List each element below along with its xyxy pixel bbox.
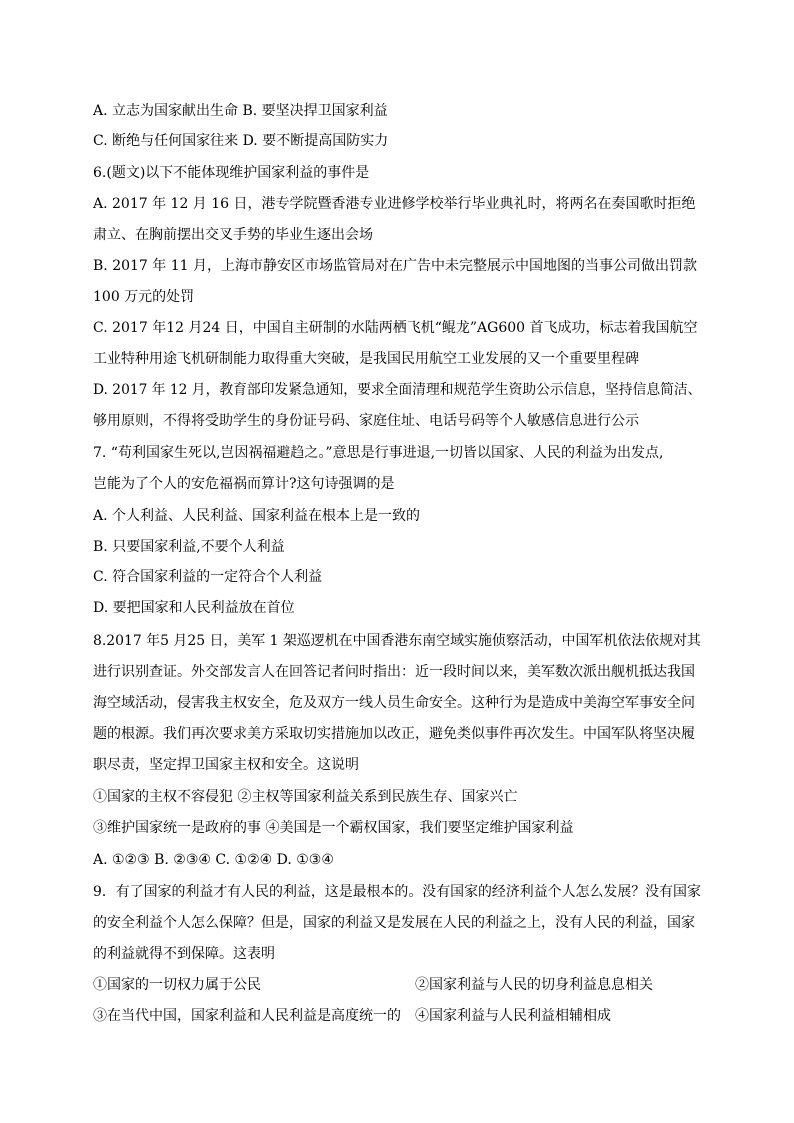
q5-options-ab: A. 立志为国家献出生命 B. 要坚决捍卫国家利益: [93, 103, 388, 119]
q8-stem-line5: 职尽责，坚定捍卫国家主权和安全。这说明: [93, 757, 359, 773]
q7-stem-line2: 岂能为了个人的安危福祸而算计?这句诗强调的是: [93, 476, 395, 492]
q6-option-b-line1: B. 2017 年 11 月，上海市静安区市场监管局对在广告中未完整展示中国地图的当事公司做出罚款: [93, 258, 697, 274]
q8-stem-line4: 题的根源。我们再次要求美方采取切实措施加以改正，避免类似事件再次发生。中国军队将坚决履: [93, 726, 695, 742]
q9-statement-1: ①国家的一切权力属于公民: [93, 977, 261, 993]
q7-option-b: B. 只要国家利益,不要个人利益: [93, 539, 285, 555]
q6-option-b-line2: 100 万元的处罚: [93, 289, 195, 305]
q8-stem-line2: 进行识别查证。外交部发言人在回答记者问时指出：近一段时间以来，美军数次派出舰机抵达我国: [93, 664, 695, 680]
q9-statement-3: ③在当代中国，国家利益和人民利益是高度统一的: [93, 1008, 401, 1024]
q8-statements-34: ③维护国家统一是政府的事 ④美国是一个霸权国家，我们要坚定维护国家利益: [93, 820, 574, 836]
q7-option-a: A. 个人利益、人民利益、国家利益在根本上是一致的: [93, 508, 421, 524]
q8-options: A. ①②③ B. ②③④ C. ①②④ D. ①③④: [93, 852, 334, 868]
q8-statements-12: ①国家的主权不容侵犯 ②主权等国家利益关系到民族生存、国家兴亡: [93, 789, 518, 805]
q8-stem-line3: 海空域活动，侵害我主权安全，危及双方一线人员生命安全。这种行为是造成中美海空军事安全问: [93, 695, 695, 711]
q8-stem-line1: 8.2017 年5 月25 日，美军 1 架巡逻机在中国香港东南空域实施侦察活动，中国军机依法依规对其: [93, 633, 701, 649]
q7-option-d: D. 要把国家和人民利益放在首位: [93, 600, 295, 616]
q6-option-d-line1: D. 2017 年 12 月，教育部印发紧急通知，要求全面清理和规范学生资助公示信息，坚持信息简洁、: [93, 382, 702, 398]
q6-option-c-line1: C. 2017 年12 月24 日，中国自主研制的水陆两栖飞机“鲲龙”AG600 首飞成功，标志着我国航空: [93, 320, 698, 336]
q9-stem-line3: 的利益就得不到保障。这表明: [93, 946, 275, 962]
q7-stem-line1: 7. “苟利国家生死以,岂因祸福避趋之。”意思是行事进退,一切皆以国家、人民的利益为出发点,: [93, 445, 664, 461]
q9-statement-4: ④国家利益与人民利益相辅相成: [415, 1008, 611, 1024]
q6-option-c-line2: 工业特种用途飞机研制能力取得重大突破，是我国民用航空工业发展的又一个重要里程碑: [93, 351, 639, 367]
q9-stem-line2: 的安全利益个人怎么保障？但是，国家的利益又是发展在人民的利益之上，没有人民的利益，国家: [93, 915, 695, 931]
q9-statement-2: ②国家利益与人民的切身利益息息相关: [415, 977, 653, 993]
q6-stem: 6.(题文)以下不能体现维护国家利益的事件是: [93, 165, 370, 181]
q7-option-c: C. 符合国家利益的一定符合个人利益: [93, 569, 323, 585]
q6-option-a-line2: 肃立、在胸前摆出交叉手势的毕业生逐出会场: [93, 227, 373, 243]
q9-stem-line1: 9．有了国家的利益才有人民的利益，这是最根本的。没有国家的经济利益个人怎么发展？没有国家: [93, 884, 701, 900]
q6-option-a-line1: A. 2017 年 12 月 16 日，港专学院暨香港专业进修学校举行毕业典礼时，将两名在奏国歌时拒绝: [93, 196, 696, 212]
q6-option-d-line2: 够用原则，不得将受助学生的身份证号码、家庭住址、电话号码等个人敏感信息进行公示: [93, 413, 639, 429]
q5-options-cd: C. 断绝与任何国家往来 D. 要不断提高国防实力: [93, 133, 389, 149]
